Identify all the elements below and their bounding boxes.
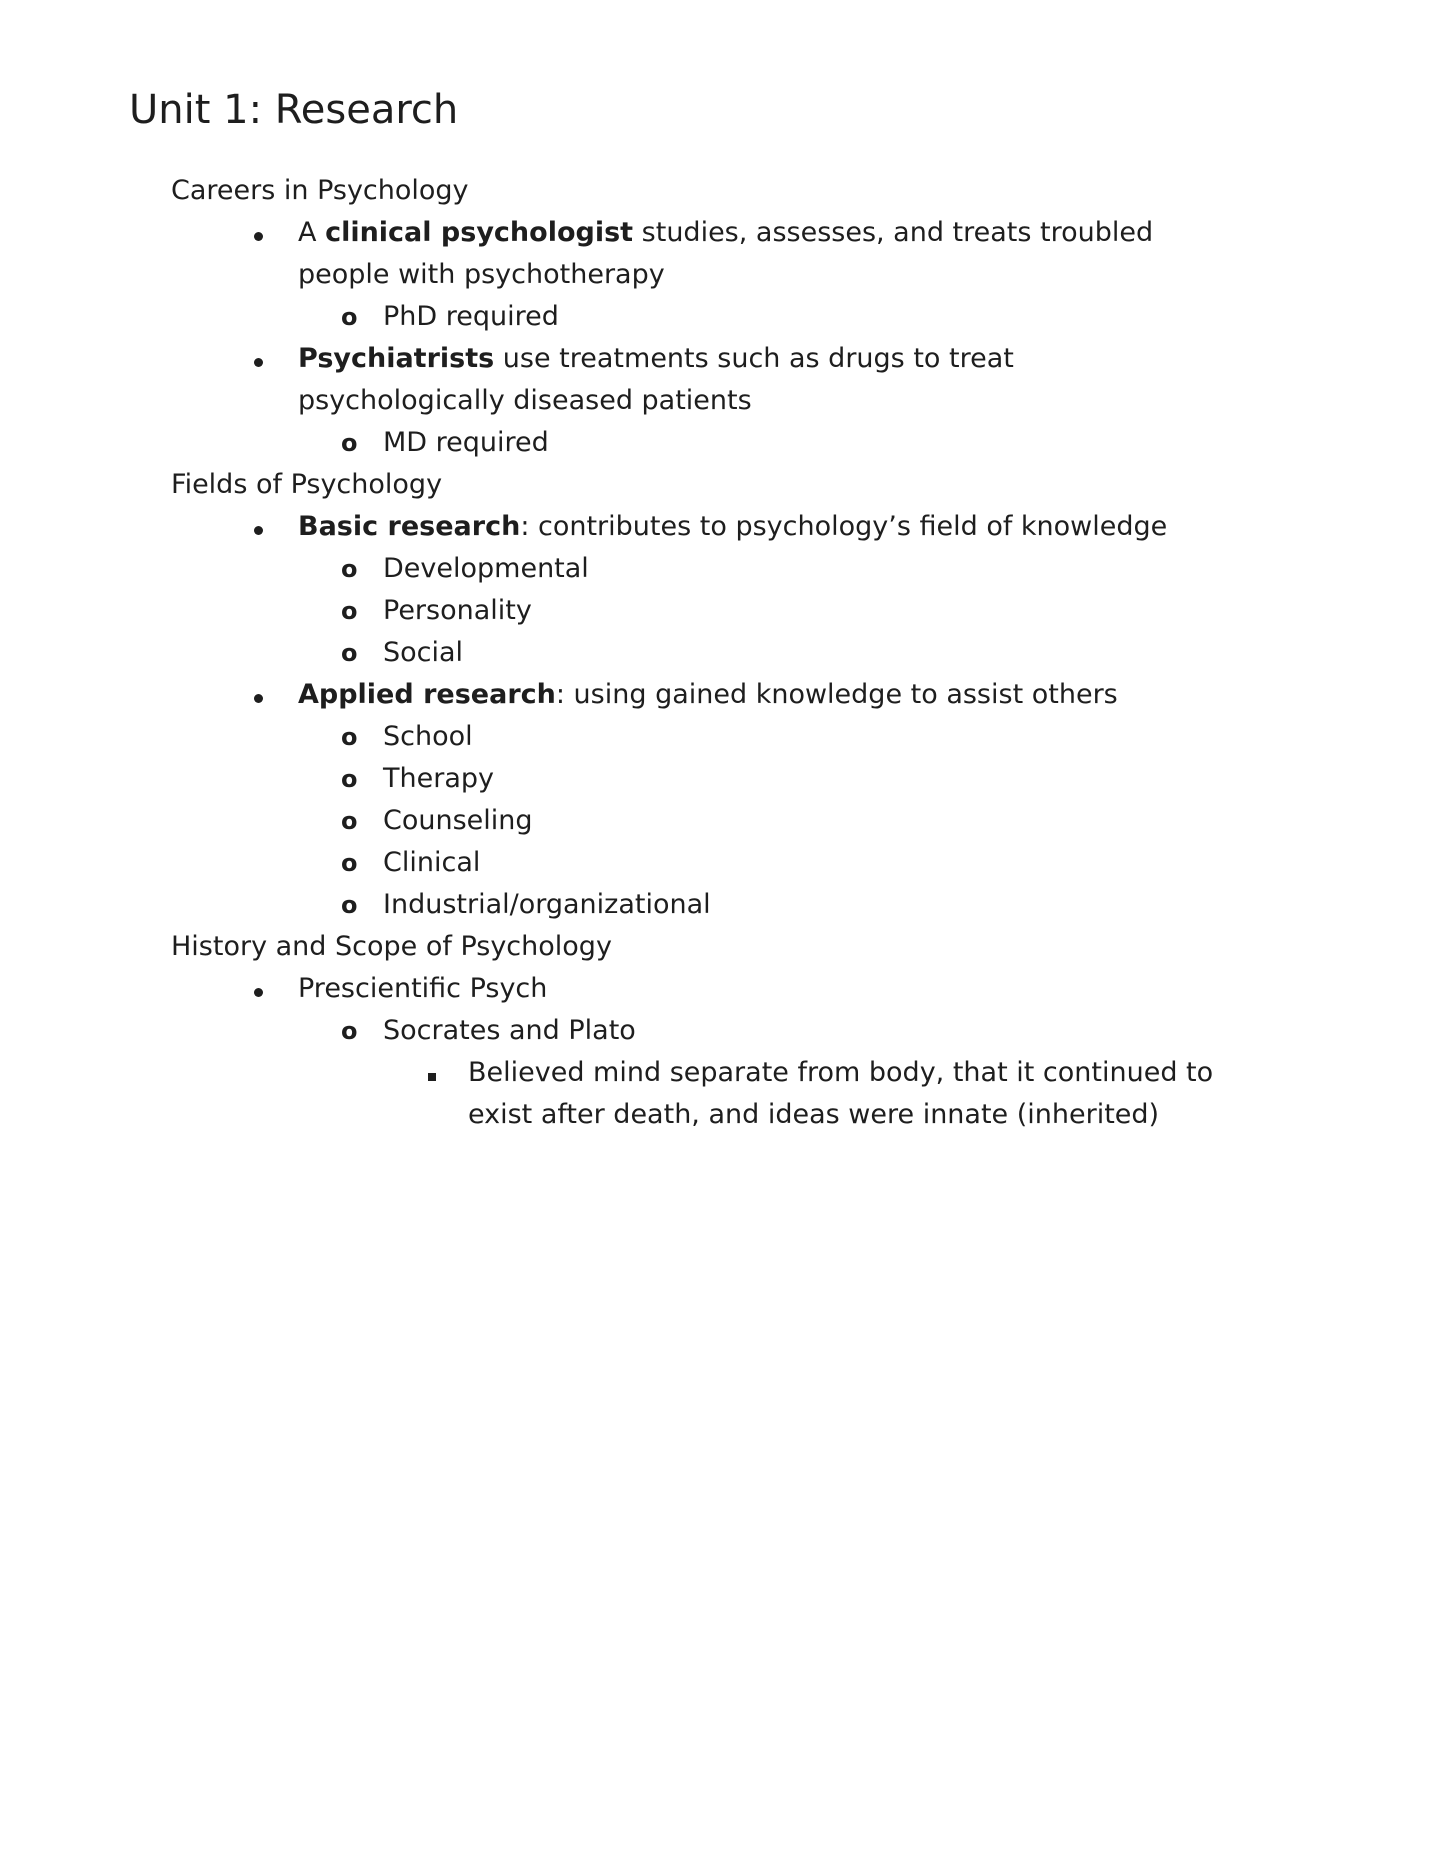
- section-heading-fields: Fields of Psychology: [171, 469, 443, 500]
- page-title: Unit 1: Research: [129, 87, 459, 133]
- circle-bullet-icon: o: [341, 429, 358, 457]
- circle-bullet-icon: o: [341, 303, 358, 331]
- bullet-icon: [254, 506, 263, 548]
- square-bullet-icon: [428, 1052, 436, 1094]
- sub-item: Developmental: [383, 553, 589, 584]
- section-heading-careers: Careers in Psychology: [171, 175, 469, 206]
- list-item-clinical-psychologist: A clinical psychologist studies, assesses, and treats troubled: [298, 217, 1154, 248]
- circle-bullet-icon: o: [341, 891, 358, 919]
- list-item-continuation: psychologically diseased patients: [298, 385, 752, 416]
- sub-item: Socrates and Plato: [383, 1015, 636, 1046]
- sub-item: Counseling: [383, 805, 533, 836]
- circle-bullet-icon: o: [341, 555, 358, 583]
- circle-bullet-icon: o: [341, 639, 358, 667]
- list-item-psychiatrists: Psychiatrists use treatments such as drugs to treat: [298, 343, 1014, 374]
- sub-item: PhD required: [383, 301, 559, 332]
- sub-item: School: [383, 721, 473, 752]
- sub-item: Personality: [383, 595, 532, 626]
- circle-bullet-icon: o: [341, 597, 358, 625]
- sub-item: Social: [383, 637, 464, 668]
- bullet-icon: [254, 968, 263, 1010]
- sub-item: MD required: [383, 427, 549, 458]
- sub-item: Industrial/organizational: [383, 889, 711, 920]
- circle-bullet-icon: o: [341, 765, 358, 793]
- list-item-continuation: people with psychotherapy: [298, 259, 665, 290]
- bullet-icon: [254, 674, 263, 716]
- circle-bullet-icon: o: [341, 849, 358, 877]
- circle-bullet-icon: o: [341, 723, 358, 751]
- list-item-prescientific: Prescientific Psych: [298, 973, 548, 1004]
- sub-item: Clinical: [383, 847, 481, 878]
- sub-item: Therapy: [383, 763, 494, 794]
- section-heading-history: History and Scope of Psychology: [171, 931, 612, 962]
- circle-bullet-icon: o: [341, 1017, 358, 1045]
- sub-sub-item: Believed mind separate from body, that it continued to: [468, 1057, 1214, 1088]
- sub-sub-item-continuation: exist after death, and ideas were innate (inherited): [468, 1099, 1160, 1130]
- list-item-basic-research: Basic research: contributes to psychology’s field of knowledge: [298, 511, 1168, 542]
- bullet-icon: [254, 338, 263, 380]
- list-item-applied-research: Applied research: using gained knowledge to assist others: [298, 679, 1118, 710]
- bullet-icon: [254, 212, 263, 254]
- circle-bullet-icon: o: [341, 807, 358, 835]
